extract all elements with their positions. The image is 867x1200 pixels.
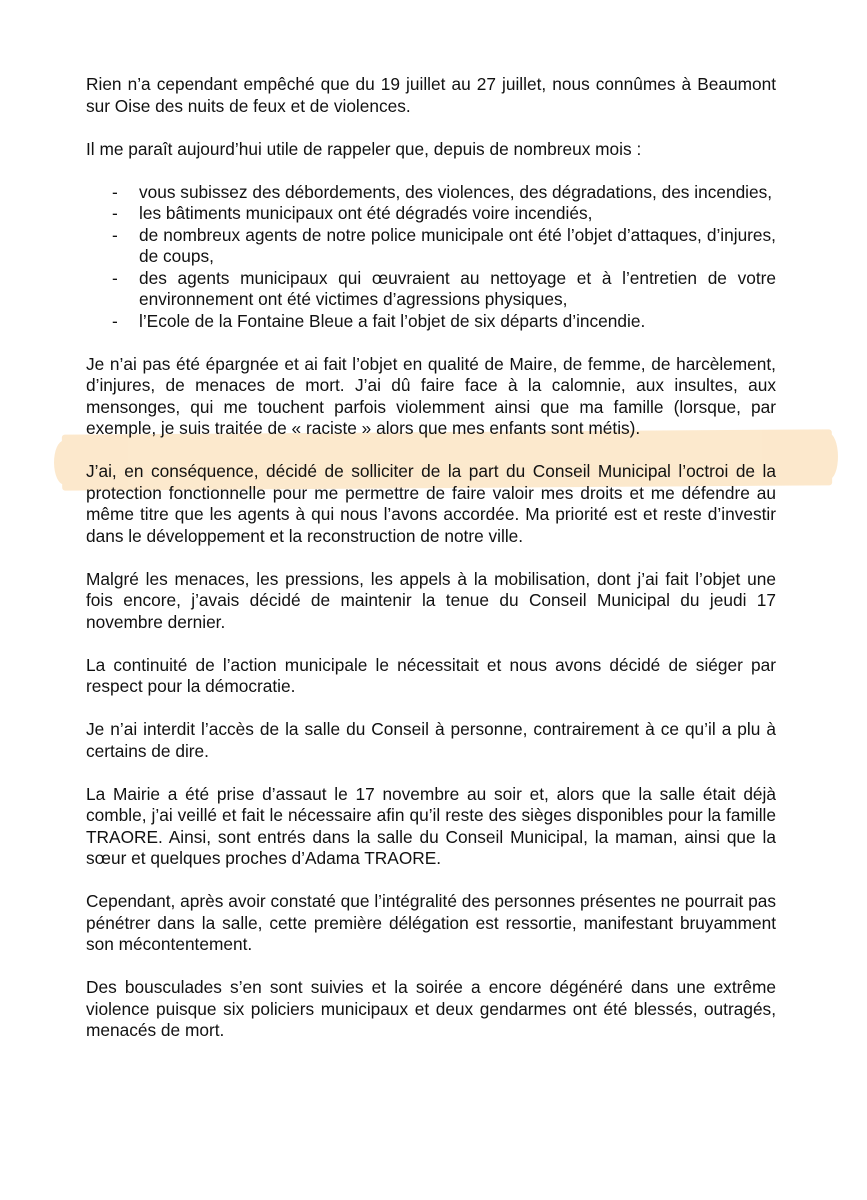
bullet-dash: - [112,203,118,223]
list-item-text: les bâtiments municipaux ont été dégradés voire incendiés, [139,203,593,223]
letter-page [86,74,776,1063]
bullet-dash: - [112,267,118,288]
paragraph-harassment: Je n’ai pas été épargnée et ai fait l’objet en qualité de Maire, de femme, de harcèlement, d’injures, de menaces de mort. J’ai dû faire face à la calomnie, aux insultes, aux mensonges, qui me touchent parfois violemment ainsi que ma famille (lorsque, par exemple, je suis traitée de « raciste » alors que mes enfants sont métis). [86,353,776,438]
bullet-dash: - [112,181,118,202]
list-item-text: l’Ecole de la Fontaine Bleue a fait l’objet de six départs d’incendie. [139,310,646,331]
paragraph-continuity: La continuité de l’action municipale le nécessitait et nous avons décidé de siéger par respect pour la démocratie. [86,654,776,696]
paragraph-access: Je n’ai interdit l’accès de la salle du Conseil à personne, contrairement à ce qu’il a plu à certains de dire. [86,719,776,761]
paragraph-violence: Des bousculades s’en sont suivies et la soirée a encore dégénéré dans une extrême violence puisque six policiers municipaux et deux gendarmes ont été blessés, outragés, menacés de mort. [86,977,776,1040]
grievance-list [86,182,776,333]
list-item [86,311,776,333]
list-item [86,203,776,225]
paragraph-protection: J’ai, en conséquence, décidé de solliciter de la part du Conseil Municipal l’octroi de la protection fonctionnelle pour me permettre de faire valoir mes droits et me défendre au même titre que les agents à qui nous l’avons accordée. Ma priorité est et reste d’investir dans le développement et la reconstruction de notre ville. [86,461,776,546]
list-item-text: de nombreux agents de notre police municipale ont été l’objet d’attaques, d’injures, de coups, [139,224,776,266]
bullet-dash: - [112,224,118,245]
paragraph-intro-2: Il me paraît aujourd’hui utile de rappeler que, depuis de nombreux mois : [86,138,642,159]
paragraph-council-meeting: Malgré les menaces, les pressions, les appels à la mobilisation, dont j’ai fait l’objet une fois encore, j’avais décidé de maintenir la tenue du Conseil Municipal du jeudi 17 novembre dernier. [86,568,776,632]
list-item-text: vous subissez des débordements, des violences, des dégradations, des incendies, [139,181,773,202]
paragraph-assault: La Mairie a été prise d’assaut le 17 novembre au soir et, alors que la salle était déjà comble, j’ai veillé et fait le nécessaire afin qu’il reste des sièges disponibles pour la famille TRAORE. Ainsi, sont entrés dans la salle du Conseil Municipal, la maman, ainsi que la sœur et quelques proches d’Adama TRAORE. [86,783,776,868]
list-item [86,182,776,204]
list-item [86,268,776,311]
paragraph-delegation: Cependant, après avoir constaté que l’intégralité des personnes présentes ne pourrait pas pénétrer dans la salle, cette première délégation est ressortie, manifestant bruyamment son mécontentement. [86,891,776,954]
list-item-text: des agents municipaux qui œuvraient au nettoyage et à l’entretien de votre environnement ont été victimes d’agressions physiques, [139,267,776,309]
paragraph-intro-1: Rien n’a cependant empêché que du 19 juillet au 27 juillet, nous connûmes à Beaumont sur Oise des nuits de feux et de violences. [86,74,776,116]
bullet-dash: - [112,310,118,331]
list-item [86,225,776,268]
